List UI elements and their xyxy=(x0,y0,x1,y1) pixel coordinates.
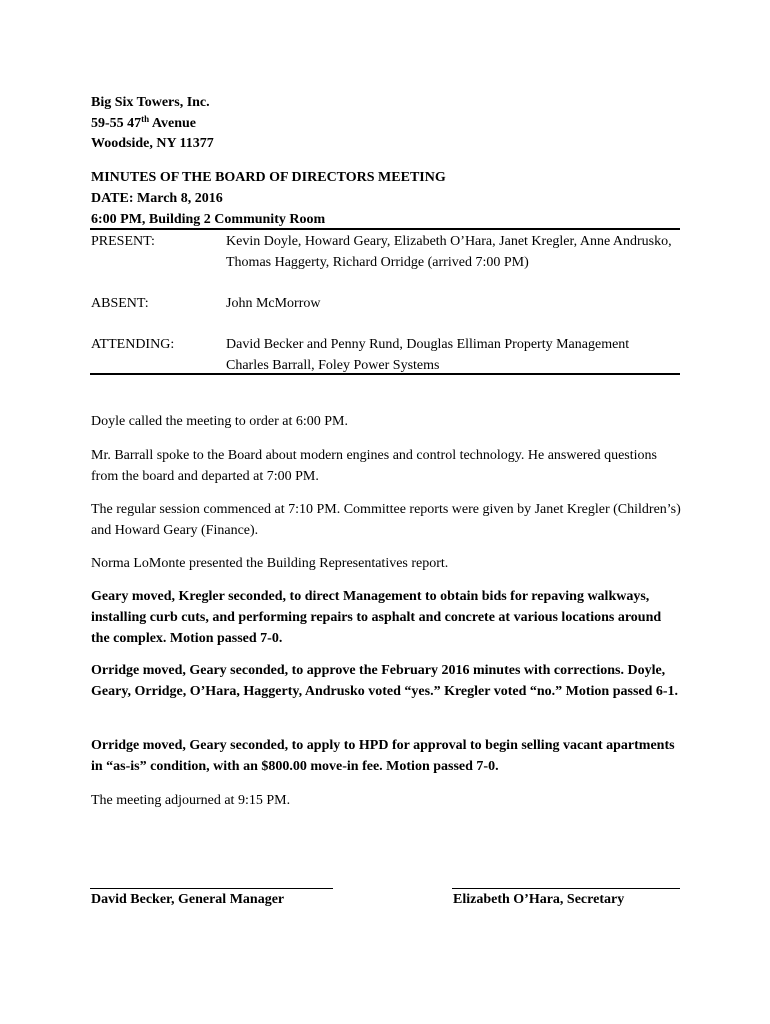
attending-line-2: Charles Barrall, Foley Power Systems xyxy=(226,357,440,373)
attending-value xyxy=(226,335,686,376)
street-address xyxy=(91,114,214,135)
bottom-divider xyxy=(90,373,680,375)
org-address-block xyxy=(91,93,214,155)
city-line: Woodside, NY 11377 xyxy=(91,136,214,151)
motion-repaving: Geary moved, Kregler seconded, to direct Management to obtain bids for repaving walkways, installing curb cuts, and performing repairs to asphalt and concrete at various locations around the complex. Motion passed 7-0. xyxy=(91,589,662,646)
signature-secretary: Elizabeth O’Hara, Secretary xyxy=(453,892,625,907)
org-name: Big Six Towers, Inc. xyxy=(91,95,210,110)
meeting-date: DATE: March 8, 2016 xyxy=(91,191,223,206)
meeting-time-place: 6:00 PM, Building 2 Community Room xyxy=(91,212,326,227)
signature-line-manager xyxy=(90,888,333,889)
meeting-info-block xyxy=(91,167,446,230)
call-to-order: Doyle called the meeting to order at 6:00 PM. xyxy=(91,414,348,429)
meeting-adjourned: The meeting adjourned at 9:15 PM. xyxy=(91,793,291,808)
absent-value: John McMorrow xyxy=(226,296,321,311)
present-label: PRESENT: xyxy=(91,234,155,249)
absent-label: ABSENT: xyxy=(91,296,149,311)
present-value: Kevin Doyle, Howard Geary, Elizabeth O’Hara, Janet Kregler, Anne Andrusko, Thomas Haggerty, Richard Orridge (arrived 7:00 PM) xyxy=(226,234,672,270)
building-reps-report: Norma LoMonte presented the Building Representatives report. xyxy=(91,556,449,571)
top-divider xyxy=(90,228,680,230)
motion-minutes-approval: Orridge moved, Geary seconded, to approve the February 2016 minutes with corrections. Doyle, Geary, Orridge, O’Hara, Haggerty, Andrusko voted “yes.” Kregler voted “no.” Motion passed 6-1. xyxy=(91,663,679,699)
motion-hpd-vacant-apartments: Orridge moved, Geary seconded, to apply to HPD for approval to begin selling vacant apartments in “as-is” condition, with an $800.00 move-in fee. Motion passed 7-0. xyxy=(91,738,675,774)
signature-line-secretary xyxy=(452,888,680,889)
attending-line-1: David Becker and Penny Rund, Douglas Elliman Property Management xyxy=(226,337,630,352)
street-number: 59-55 47 xyxy=(91,115,142,131)
street-ordinal-suffix: th xyxy=(141,113,150,124)
meeting-title: MINUTES OF THE BOARD OF DIRECTORS MEETING xyxy=(91,170,446,185)
street-name: Avenue xyxy=(149,115,196,131)
session-commenced: The regular session commenced at 7:10 PM. Committee reports were given by Janet Kregler (Children’s) and Howard Geary (Finance). xyxy=(91,502,681,538)
barrall-report: Mr. Barrall spoke to the Board about modern engines and control technology. He answered questions from the board and departed at 7:00 PM. xyxy=(91,448,657,484)
signature-manager: David Becker, General Manager xyxy=(91,892,285,907)
attending-label: ATTENDING: xyxy=(91,337,175,352)
